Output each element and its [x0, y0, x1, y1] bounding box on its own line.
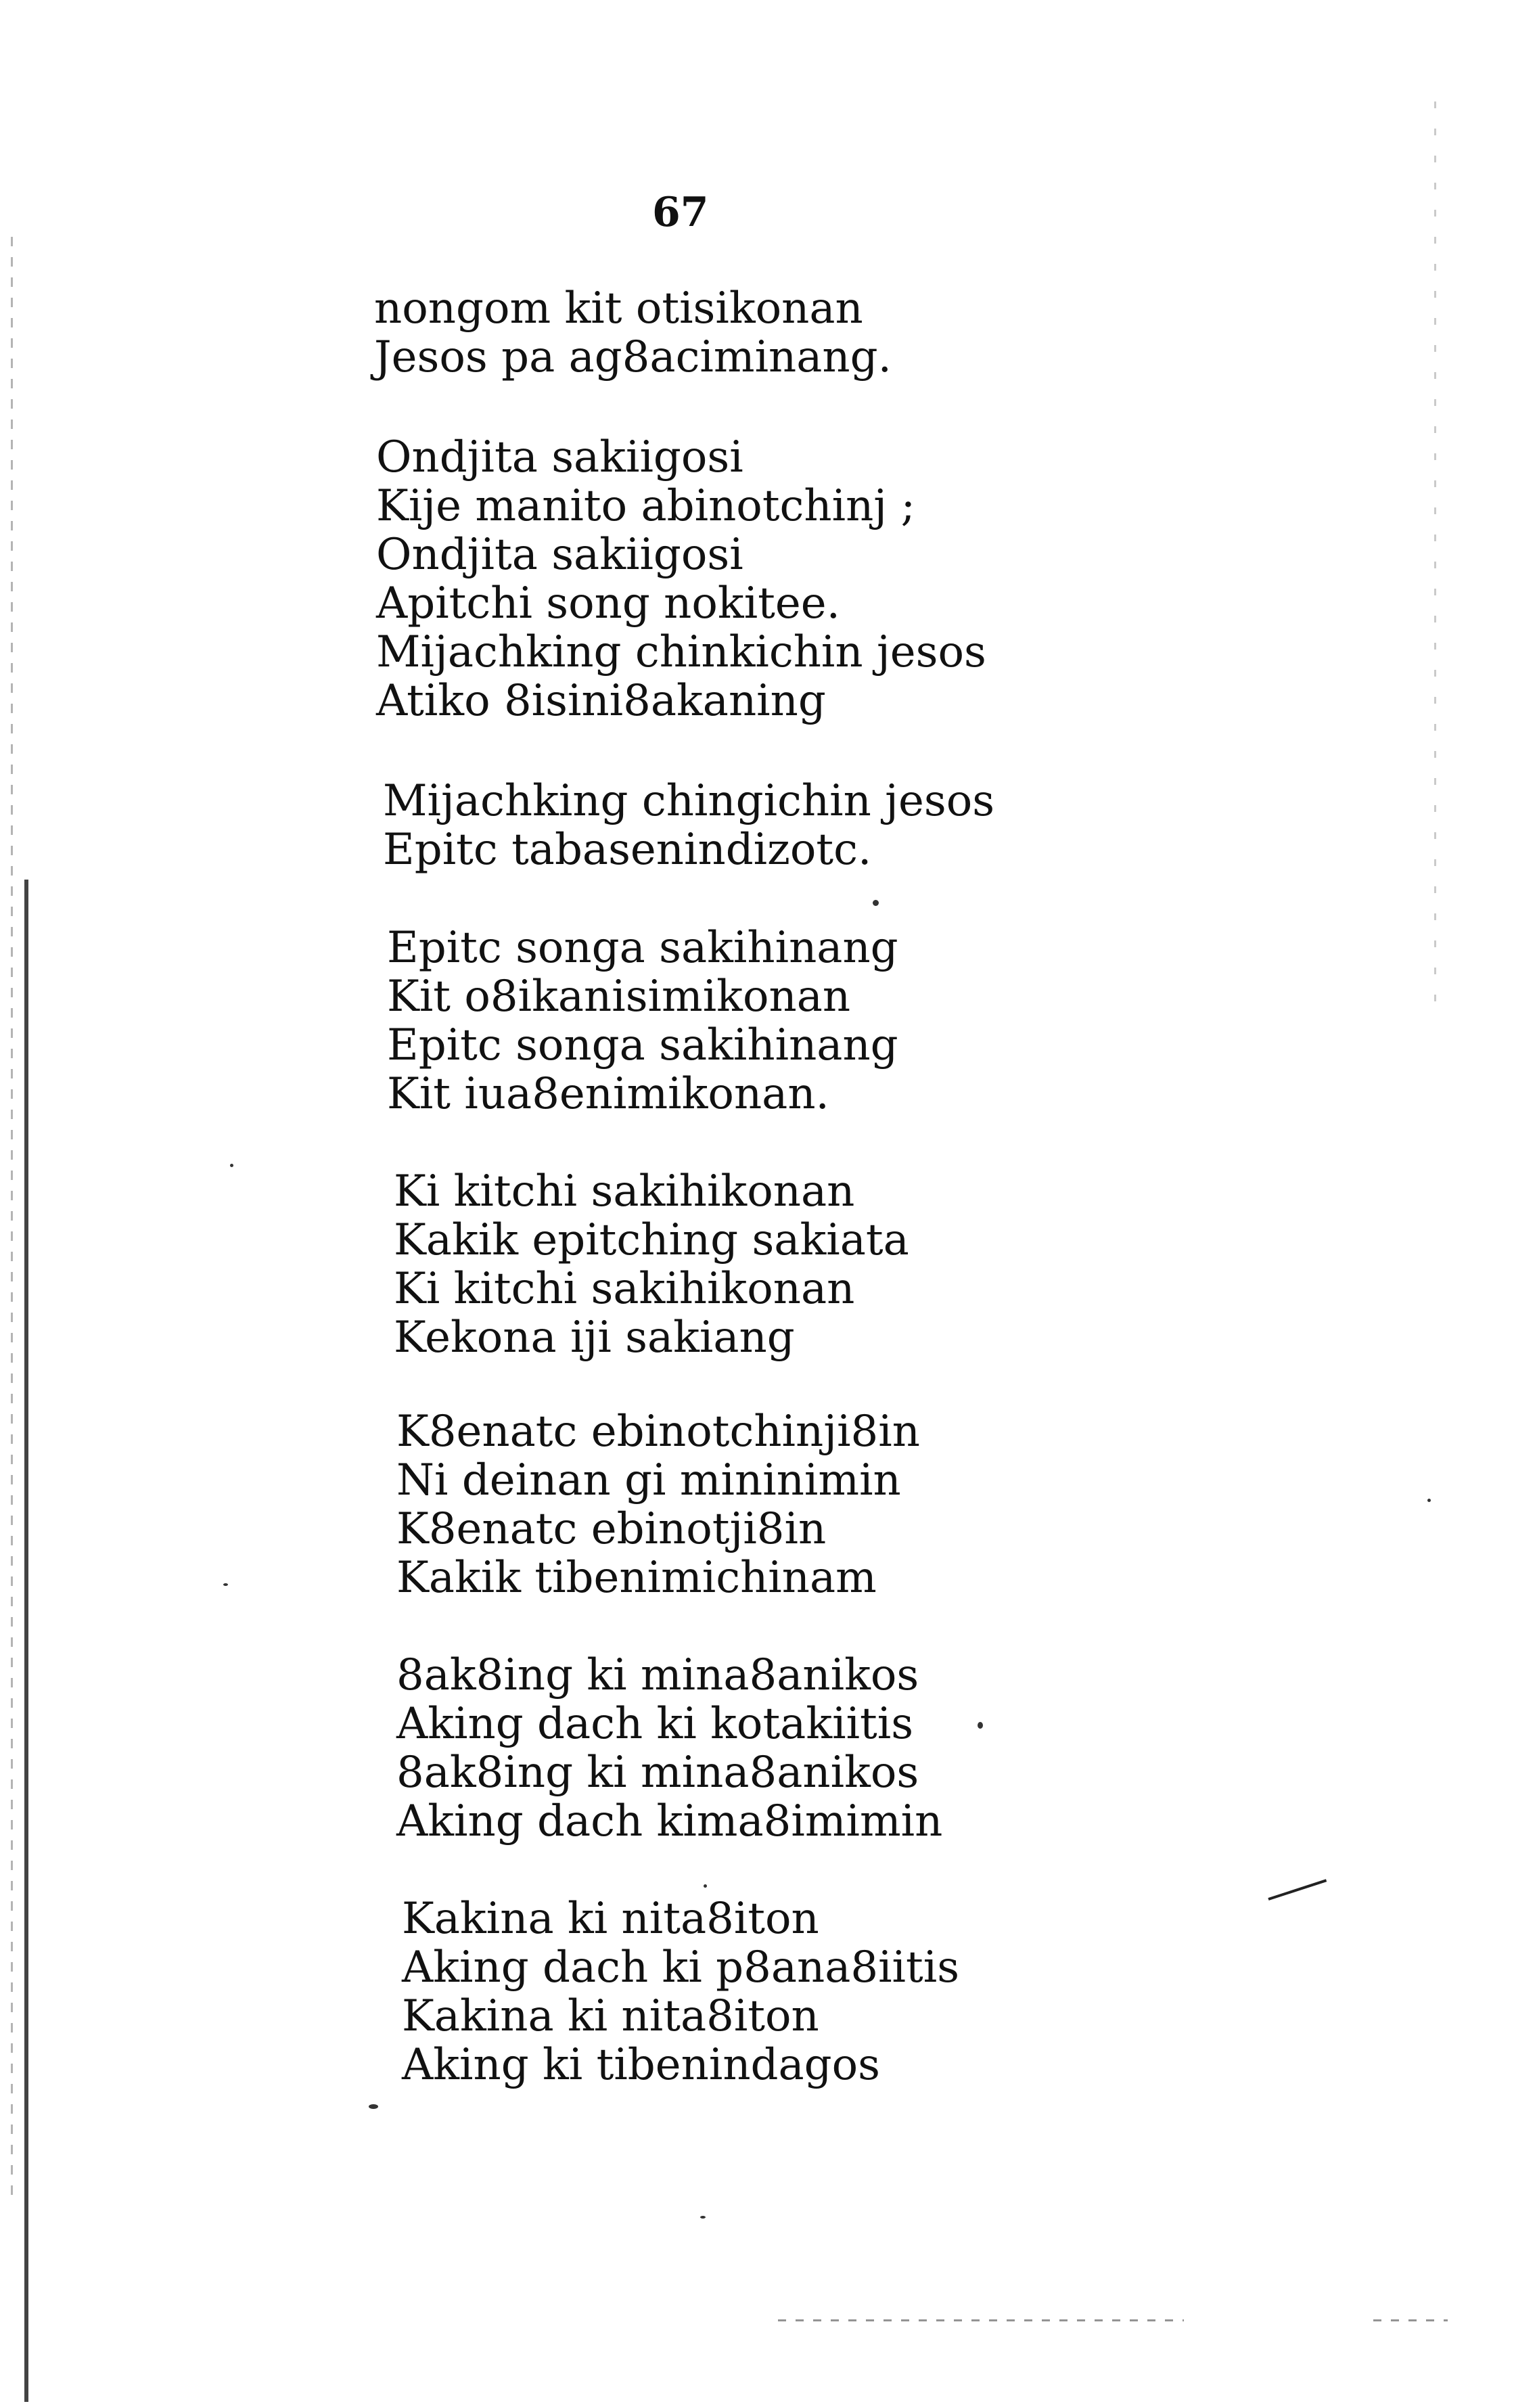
- scan-speck: [230, 1164, 233, 1167]
- scan-stroke-mark: [1268, 1879, 1327, 1901]
- verse-line: Atiko 8isini8akaning: [376, 676, 826, 726]
- stanza: [396, 1407, 920, 1602]
- bottom-scan-dashes: [778, 2319, 1184, 2321]
- scan-speck: [369, 2104, 378, 2109]
- verse-line: nongom kit otisikonan: [374, 283, 863, 334]
- scan-speck: [704, 1884, 707, 1888]
- verse-line: Ki kitchi sakihikonan: [394, 1264, 855, 1314]
- verse-line: Aking dach ki p8ana8iitis: [402, 1943, 960, 1993]
- scan-speck: [700, 2216, 706, 2219]
- verse-line: K8enatc ebinotchinji8in: [396, 1407, 920, 1457]
- stanza: [383, 777, 994, 874]
- verse-line: Ondjita sakiigosi: [376, 530, 743, 580]
- binding-edge-shadow: [24, 880, 31, 2402]
- verse-line: Ondjita sakiigosi: [376, 432, 743, 482]
- bottom-scan-dashes: [1373, 2319, 1448, 2321]
- scan-speck: [978, 1722, 983, 1729]
- verse-line: Mijachking chingichin jesos: [383, 776, 995, 826]
- verse-line: Kakina ki nita8iton: [402, 1894, 819, 1944]
- verse-line: Ni deinan gi mininimin: [396, 1455, 901, 1505]
- stanza: [374, 284, 892, 382]
- verse-line: Kit o8ikanisimikonan: [387, 972, 851, 1022]
- verse-line: K8enatc ebinotji8in: [396, 1504, 827, 1554]
- stanza: [376, 433, 986, 725]
- verse-line: Apitchi song nokitee.: [376, 578, 840, 629]
- verse-line: Kakina ki nita8iton: [402, 1991, 819, 2041]
- right-margin-scan-marks: [1434, 101, 1436, 1015]
- verse-line: Jesos pa ag8aciminang.: [374, 332, 892, 382]
- verse-line: 8ak8ing ki mina8anikos: [396, 1650, 919, 1700]
- verse-line: Ki kitchi sakihikonan: [394, 1166, 855, 1217]
- page-number: 67: [652, 189, 709, 236]
- scan-speck: [223, 1583, 228, 1586]
- verse-line: Epitc songa sakihinang: [387, 1020, 898, 1070]
- verse-line: Epitc songa sakihinang: [387, 923, 898, 973]
- verse-line: Epitc tabasenindizotc.: [383, 825, 872, 875]
- verse-line: Aking dach kima8imimin: [396, 1796, 943, 1846]
- verse-line: Kakik tibenimichinam: [396, 1553, 877, 1603]
- left-margin-scan-marks: [11, 237, 13, 2199]
- verse-line: Aking ki tibenindagos: [402, 2040, 880, 2090]
- stanza: [402, 1894, 959, 2089]
- verse-line: Mijachking chinkichin jesos: [376, 627, 986, 677]
- verse-line: Aking dach ki kotakiitis: [396, 1699, 914, 1749]
- scan-speck: [873, 900, 879, 906]
- verse-line: Kije manito abinotchinj ;: [376, 481, 916, 531]
- stanza: [396, 1651, 942, 1846]
- stanza: [394, 1167, 909, 1362]
- scan-speck: [1427, 1499, 1431, 1502]
- verse-line: 8ak8ing ki mina8anikos: [396, 1748, 919, 1798]
- stanza: [387, 924, 898, 1118]
- verse-line: Kakik epitching sakiata: [394, 1215, 909, 1265]
- verse-line: Kekona iji sakiang: [394, 1313, 795, 1363]
- verse-line: Kit iua8enimikonan.: [387, 1069, 829, 1119]
